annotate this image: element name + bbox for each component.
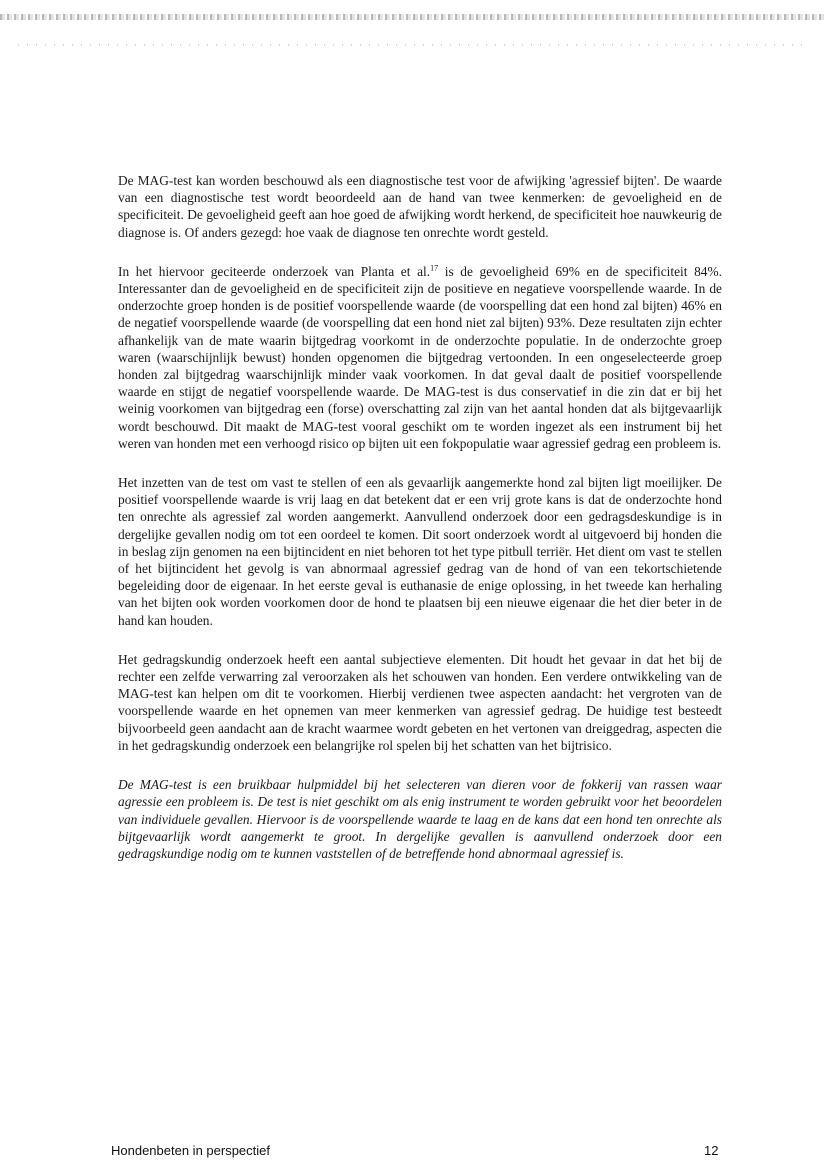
scan-dots-artifact (18, 44, 808, 46)
paragraph-diagnostic-test: De MAG-test kan worden beschouwd als een diagnostische test voor de afwijking 'agressief bijten'. De waarde van een diagnostische test wordt beoordeeld aan de hand van twee kenmerken: de gevoeligheid en de specificiteit. De gevoeligheid geeft aan hoe goed de afwijking wordt herkend, de specificiteit hoe nauwkeurig de diagnose is. Of anders gezegd: hoe vaak de diagnose ten onrechte wordt gesteld. (118, 173, 722, 240)
paragraph-behavioral-research: Het gedragskundig onderzoek heeft een aantal subjectieve elementen. Dit houdt het gevaar in dat het bij de rechter een zelfde verwarring zal veroorzaken als het schouwen van honden. Een verdere ontwikkeling van de MAG-test kan helpen om dit te voorkomen. Hierbij verdienen twee aspecten aandacht: het vergroten van de voorspellende waarde en het opnemen van meer kenmerken van agressief gedrag. De huidige test besteedt bijvoorbeeld geen aandacht aan de kracht waarmee wordt gebeten en het vertonen van dreiggedrag, aspecten die in het gedragskundig onderzoek een belangrijke rol spelen bij het schatten van het bijtrisico. (118, 651, 722, 753)
paragraph-conclusion: De MAG-test is een bruikbaar hulpmiddel bij het selecteren van dieren voor de fokkerij van rassen waar agressie een probleem is. De test is niet geschikt om als enig instrument te worden gebruikt voor het beoordelen van individuele gevallen. Hiervoor is de voorspellende waarde te laag en de kans dat een hond ten onrechte als bijtgevaarlijk wordt aangemerkt te groot. In dergelijke gevallen is aanvullend onderzoek door een gedragskundige nodig om te kunnen vaststellen of de betreffende hond abnormaal agressief is. (118, 777, 722, 861)
footer-page-number: 12 (704, 1143, 719, 1158)
paragraph-2-rest: is de gevoeligheid 69% en de specificiteit 84%. Interessanter dan de gevoeligheid en de specificiteit zijn de positieve en negatieve voorspellende waarde. In de onderzochte groep honden is de positief voorspellende waarde (de voorspelling dat een hond zal bijten) 46% en de negatief voorspellende waarde (de voorspelling dat een hond niet zal bijten) 93%. Deze resultaten zijn echter afhankelijk van de mate waarin bijtgedrag voorkomt in de onderzochte populatie. In de onderzochte groep waren (waarschijnlijk bewust) honden opgenomen die bijtgedrag vertoonden. In een ongeselecteerde groep honden zal bijtgedrag waarschijnlijk minder vaak voorkomen. In dat geval daalt de positief voorspellende waarde en stijgt de negatief voorspellende waarde. De MAG-test is dus conservatief in die zin dat er bij het weinig voorkomen van bijtgedrag een (forse) overschatting zal zijn van het aantal honden dat als bijtgevaarlijk wordt beschouwd. Dit maakt de MAG-test vooral geschikt om te worden ingezet als een instrument bij het weren van honden met een verhoogd risico op bijten uit een fokpopulatie waar agressief gedrag een probleem is. (118, 263, 722, 451)
paragraph-2-start: In het hiervoor geciteerde onderzoek van Planta et al. (118, 263, 431, 279)
body-text (118, 172, 722, 884)
paragraph-dangerous-dog-test: Het inzetten van de test om vast te stellen of een als gevaarlijk aangemerkte hond zal bijten ligt moeilijker. De positief voorspellende waarde is vrij laag en dat betekent dat er een vrij grote kans is dat de onderzochte hond ten onrechte als agressief zal worden aangemerkt. Aanvullend onderzoek door een gedragsdeskundige is in dergelijke gevallen nodig om tot een oordeel te komen. Dit soort onderzoek wordt al uitgevoerd bij honden die in beslag zijn genomen na een bijtincident en niet behoren tot het type pitbull terriër. Het dient om vast te stellen of het bijtincident het gevolg is van abnormaal agressief gedrag van de hond of van een tekortschietende begeleiding door de eigenaar. In het eerste geval is euthanasie de enige oplossing, in het tweede kan herhaling van het bijten ook worden voorkomen door de hond te plaatsen bij een nieuwe eigenaar die het dier beter in de hand kan houden. (118, 475, 722, 628)
reference-superscript: 17 (430, 263, 439, 273)
paragraph-sensitivity-specificity (118, 263, 722, 452)
scan-edge-artifact (0, 14, 826, 20)
footer-document-title: Hondenbeten in perspectief (111, 1143, 271, 1158)
